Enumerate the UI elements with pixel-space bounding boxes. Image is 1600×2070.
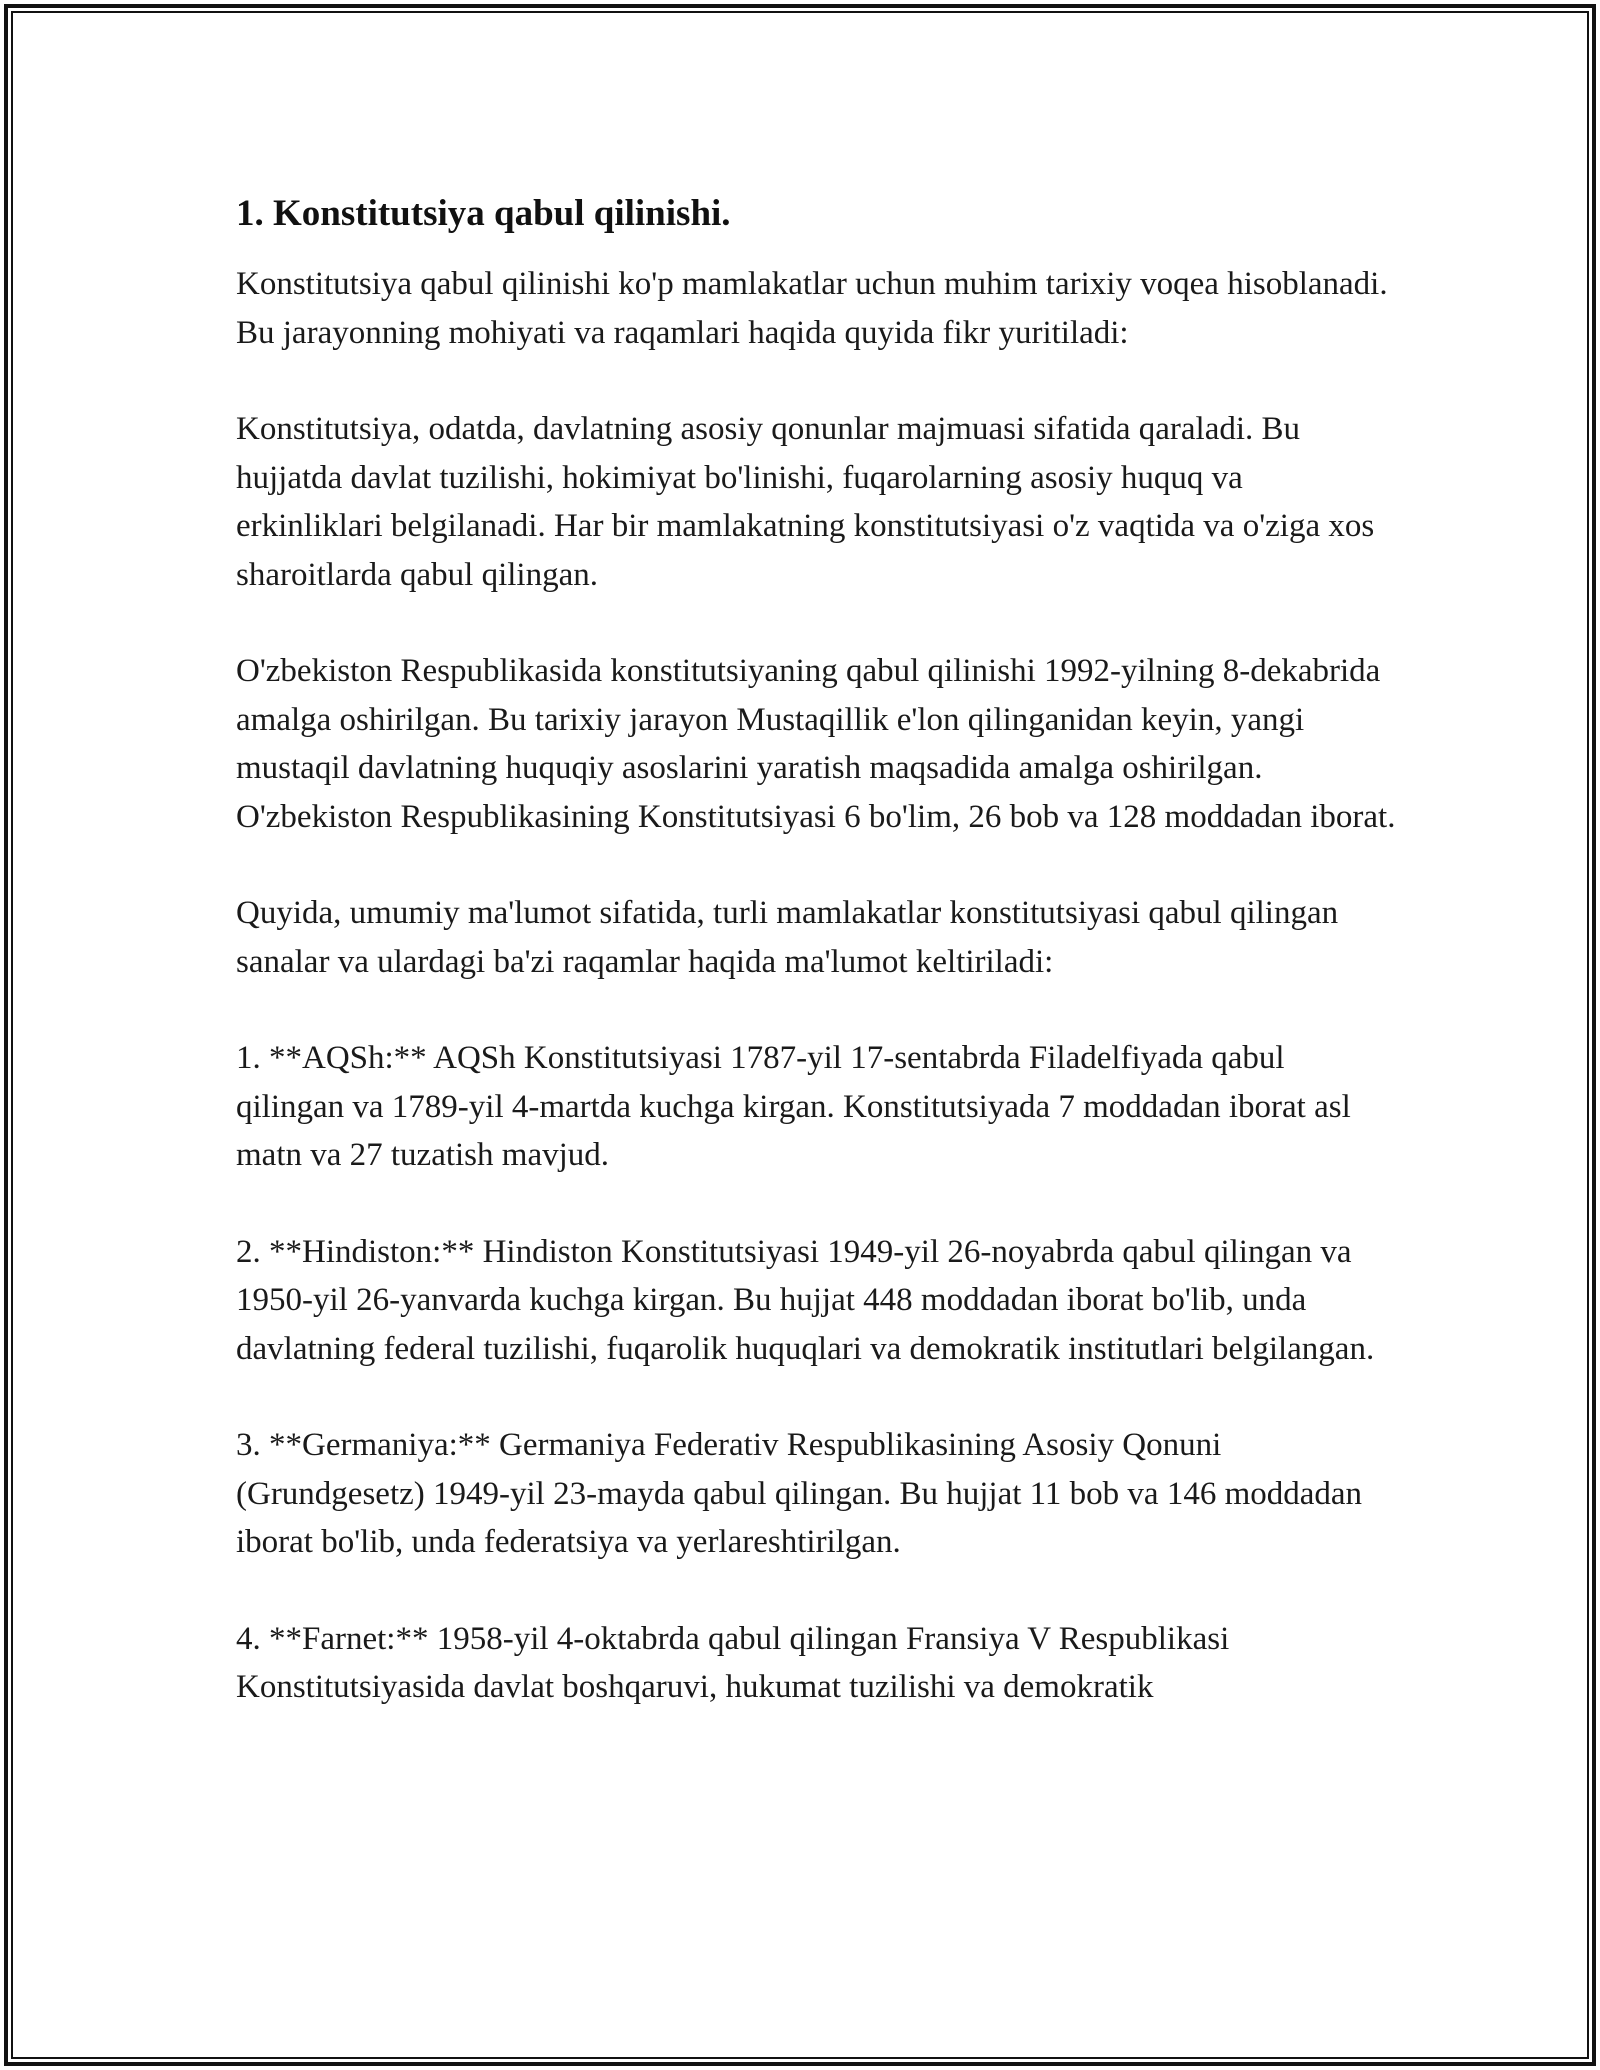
- document-title: 1. Konstitutsiya qabul qilinishi.: [236, 193, 731, 234]
- paragraph-uzbekistan: O'zbekiston Respublikasida konstitutsiyaning qabul qilinishi 1992-yilning 8-dekabrida amalga oshirilgan. Bu tarixiy jarayon Mustaqillik e'lon qilinganidan keyin, yangi mustaqil davlatning huquqiy asoslarini yaratish maqsadida amalga oshirilgan. O'zbekiston Respublikasining Konstitutsiyasi 6 bo'lim, 26 bob va 128 moddadan iborat.: [236, 653, 1396, 835]
- list-item-usa: 1. **AQSh:** AQSh Konstitutsiyasi 1787-yil 17-sentabrda Filadelfiyada qabul qilingan va 1789-yil 4-martda kuchga kirgan. Konstitutsiyada 7 moddadan iborat asl matn va 27 tuzatish mavjud.: [236, 1040, 1351, 1173]
- document-body: [236, 186, 1396, 1760]
- list-item-germany: 3. **Germaniya:** Germaniya Federativ Respublikasining Asosiy Qonuni (Grundgesetz) 1949-yil 23-mayda qabul qilingan. Bu hujjat 11 bob va 146 moddadan iborat bo'lib, unda federatsiya va yerlareshtirilgan.: [236, 1427, 1363, 1560]
- paragraph-intro: Konstitutsiya qabul qilinishi ko'p mamlakatlar uchun muhim tarixiy voqea hisoblanadi. Bu jarayonning mohiyati va raqamlari haqida quyida fikr yuritiladi:: [236, 266, 1388, 351]
- paragraph-list-intro: Quyida, umumiy ma'lumot sifatida, turli mamlakatlar konstitutsiyasi qabul qilingan sanalar va ulardagi ba'zi raqamlar haqida ma'lumot keltiriladi:: [236, 895, 1339, 980]
- list-item-france: 4. **Farnet:** 1958-yil 4-oktabrda qabul qilingan Fransiya V Respublikasi Konstitutsiyasida davlat boshqaruvi, hukumat tuzilishi va demokratik: [236, 1620, 1230, 1705]
- list-item-india: 2. **Hindiston:** Hindiston Konstitutsiyasi 1949-yil 26-noyabrda qabul qilingan va 1950-yil 26-yanvarda kuchga kirgan. Bu hujjat 448 moddadan iborat bo'lib, unda davlatning federal tuzilishi, fuqarolik huquqlari va demokratik institutlari belgilangan.: [236, 1233, 1375, 1367]
- paragraph-definition: Konstitutsiya, odatda, davlatning asosiy qonunlar majmuasi sifatida qaraladi. Bu hujjatda davlat tuzilishi, hokimiyat bo'linishi, fuqarolarning asosiy huquq va erkinliklari belgilanadi. Har bir mamlakatning konstitutsiyasi o'z vaqtida va o'ziga xos sharoitlarda qabul qilingan.: [236, 411, 1375, 593]
